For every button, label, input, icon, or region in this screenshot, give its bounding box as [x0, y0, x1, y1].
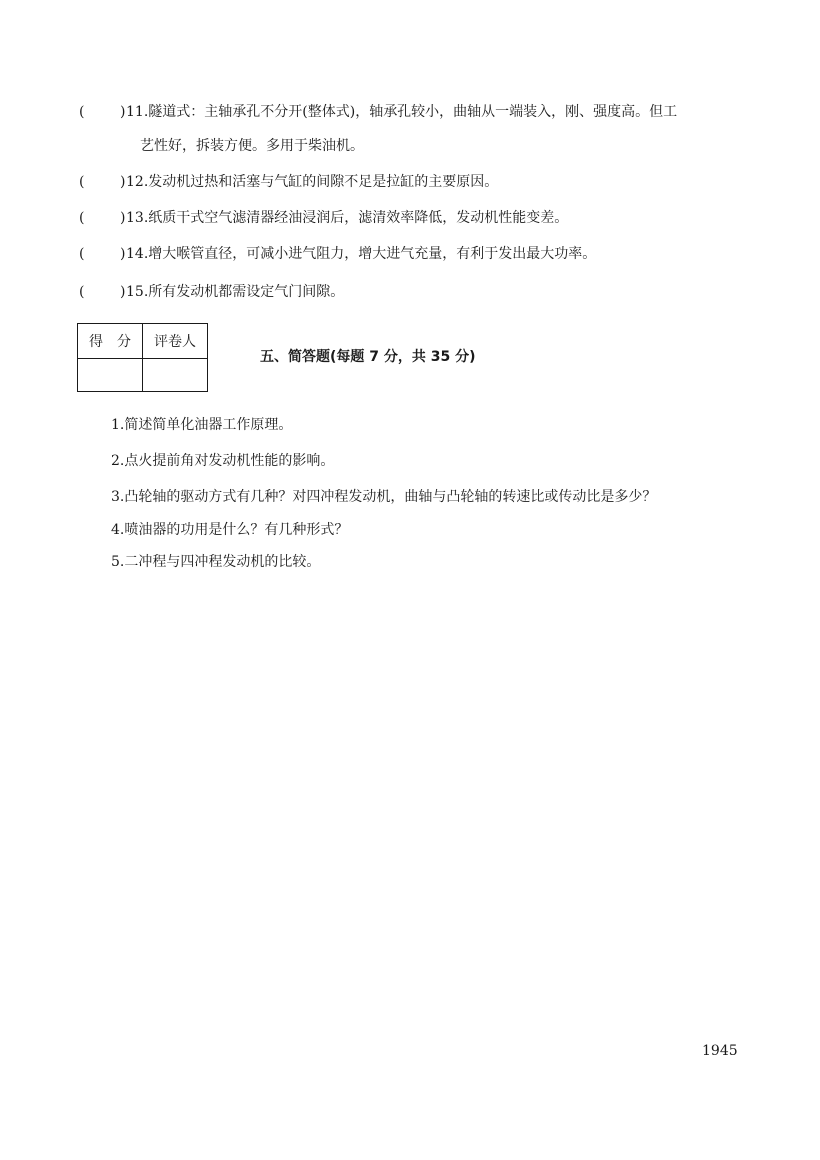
- tf-item-text: 14.增大喉管直径，可减小进气阻力，增大进气充量，有利于发出最大功率。: [126, 246, 597, 262]
- question-2: 2.点火提前角对发动机性能的影响。: [111, 453, 335, 469]
- question-1: 1.简述简单化油器工作原理。: [111, 417, 293, 433]
- section-title: 五、简答题(每题 7 分，共 35 分): [260, 349, 476, 365]
- page-number: 1945: [702, 1043, 738, 1059]
- question-3: 3.凸轮轴的驱动方式有几种？对四冲程发动机，曲轴与凸轮轴的转速比或传动比是多少？: [111, 489, 657, 505]
- tf-item-text: 12.发动机过热和活塞与气缸的间隙不足是拉缸的主要原因。: [126, 174, 499, 190]
- question-4: 4.喷油器的功用是什么？有几种形式？: [111, 522, 349, 538]
- tf-item-text: 15.所有发动机都需设定气门间隙。: [126, 284, 345, 300]
- score-table-value-row: [78, 359, 208, 392]
- question-5: 5.二冲程与四冲程发动机的比较。: [111, 554, 321, 570]
- score-value-cell[interactable]: [78, 359, 143, 392]
- score-table-header-row: [78, 324, 208, 359]
- answer-paren-close: ): [120, 174, 126, 190]
- answer-paren-close: ): [120, 246, 126, 262]
- score-label: 得 分: [78, 324, 143, 359]
- answer-paren-open: (: [79, 104, 85, 120]
- answer-paren-open: (: [79, 174, 85, 190]
- tf-item-11-continuation: 艺性好，拆装方便。多用于柴油机。: [140, 138, 364, 154]
- score-table: [77, 323, 208, 392]
- answer-paren-close: ): [120, 104, 126, 120]
- answer-paren-close: ): [120, 284, 126, 300]
- grader-label: 评卷人: [143, 324, 208, 359]
- answer-paren-open: (: [79, 246, 85, 262]
- tf-item-text: 13.纸质干式空气滤清器经油浸润后，滤清效率降低，发动机性能变差。: [126, 210, 569, 226]
- answer-paren-open: (: [79, 210, 85, 226]
- answer-paren-close: ): [120, 210, 126, 226]
- answer-paren-open: (: [79, 284, 85, 300]
- grader-value-cell[interactable]: [143, 359, 208, 392]
- tf-item-text: 11.隧道式：主轴承孔不分开(整体式)，轴承孔较小，曲轴从一端装入，刚、强度高。但工: [126, 104, 678, 120]
